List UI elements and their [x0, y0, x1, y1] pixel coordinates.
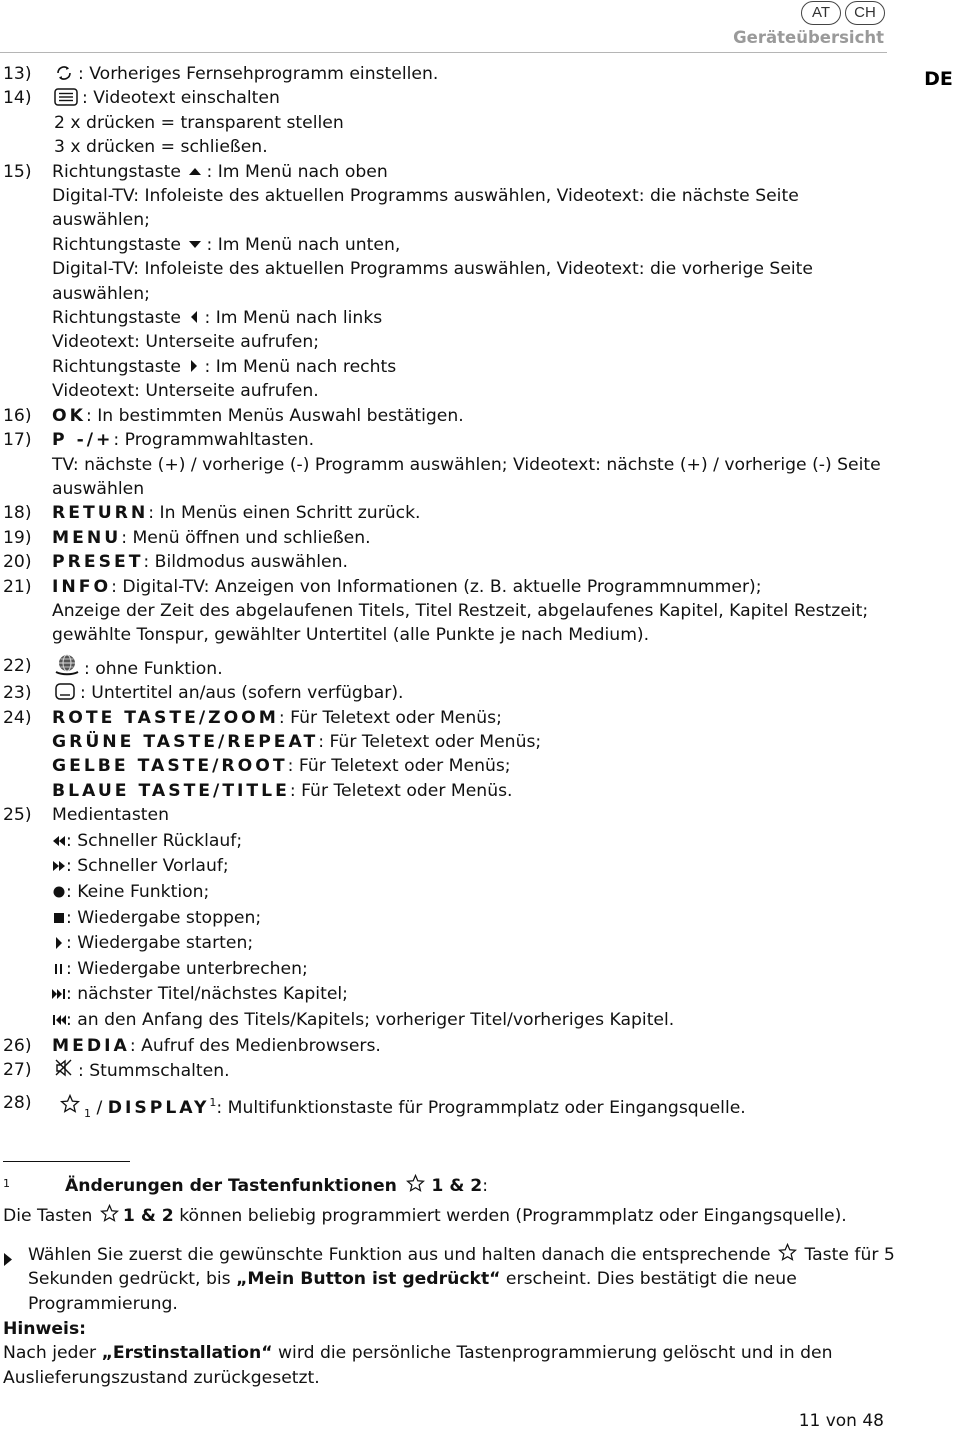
header-divider: [0, 52, 887, 53]
item-text: : Videotext einschalten: [82, 88, 280, 109]
item-text: : Multifunktionstaste für Programmplatz oder Eingangsquelle.: [216, 1098, 746, 1119]
footnote-text: Die Tasten: [3, 1206, 93, 1226]
key-name-green: GRÜNE TASTE/REPEAT: [52, 731, 319, 752]
item-number: 19): [3, 527, 32, 548]
item-text: : Für Teletext oder Menüs.: [289, 780, 513, 801]
footnote-paragraph: [3, 1204, 893, 1228]
item-detail: 3 x drücken = schließen.: [54, 137, 268, 158]
arrow-left-icon: [188, 310, 200, 324]
item-number: 22): [3, 655, 32, 676]
list-item-22: [3, 654, 893, 681]
hint-block: [3, 1317, 893, 1390]
list-item-13: [3, 62, 893, 86]
list-item-19: [3, 526, 893, 550]
step-text: erscheint. Dies bestätigt die neue Programmierung.: [28, 1269, 797, 1314]
item-text: : Schneller Vorlauf;: [66, 856, 229, 877]
list-item-28: [3, 1091, 893, 1126]
footnote-divider: [3, 1161, 130, 1162]
item-text: : Bildmodus auswählen.: [143, 552, 348, 573]
item-number: 24): [3, 707, 32, 728]
item-text: : nächster Titel/nächstes Kapitel;: [66, 984, 348, 1005]
list-item-27: [3, 1058, 893, 1083]
key-name: DISPLAY: [107, 1098, 210, 1119]
mute-icon: [54, 1058, 74, 1078]
footnote-title: Änderungen der Tastenfunktionen: [65, 1176, 397, 1196]
step-text: Taste für 5 Sekunden gedrückt, bis: [28, 1245, 895, 1290]
key-name-red: ROTE TASTE/ZOOM: [52, 707, 279, 728]
item-number: 20): [3, 552, 32, 573]
footnote-text: können beliebig programmiert werden (Programmplatz oder Eingangsquelle).: [179, 1206, 847, 1226]
item-text: : ohne Funktion.: [84, 658, 223, 679]
key-name: RETURN: [52, 503, 149, 524]
item-text: : Wiedergabe stoppen;: [66, 907, 262, 928]
bullet-arrow-icon: [3, 1249, 13, 1273]
item-detail: Videotext: Unterseite aufrufen.: [52, 381, 319, 402]
hint-text: [3, 1341, 893, 1390]
list-item-14: [3, 86, 893, 159]
item-number: 15): [3, 161, 32, 182]
list-item-20: [3, 550, 893, 574]
item-text: : Schneller Rücklauf;: [66, 830, 243, 851]
list-item-17: [3, 428, 893, 501]
item-number: 14): [3, 88, 32, 109]
hint-text-part: Nach jeder: [3, 1343, 102, 1364]
separator: /: [91, 1098, 108, 1119]
item-text: : Stummschalten.: [78, 1060, 230, 1081]
footnote-heading: [3, 1174, 893, 1198]
item-text: : Im Menü nach rechts: [204, 356, 397, 377]
key-name: OK: [52, 405, 86, 426]
page-header-title: Geräteübersicht: [733, 28, 884, 47]
key-name-blue: BLAUE TASTE/TITLE: [52, 780, 290, 801]
item-text: : Untertitel an/aus (sofern verfügbar).: [80, 683, 404, 704]
item-number: 27): [3, 1059, 32, 1080]
item-text: : Programmwahltasten.: [113, 430, 315, 451]
step-text: Wählen Sie zuerst die gewünschte Funktion aus und halten danach die entsprechende: [28, 1245, 771, 1265]
country-badge-at: AT: [801, 1, 841, 25]
footnote-step: [3, 1243, 896, 1316]
item-text: : Im Menü nach links: [204, 308, 383, 329]
item-text: : Digital-TV: Anzeigen von Informationen (z. B. aktuelle Programmnummer);: [111, 576, 762, 597]
hint-title: Hinweis:: [3, 1319, 87, 1339]
list-item-15: [3, 160, 893, 404]
star-icon: [100, 1204, 119, 1223]
item-text: : Wiedergabe starten;: [66, 933, 254, 954]
item-detail: 2 x drücken = transparent stellen: [54, 112, 344, 133]
item-number: 25): [3, 805, 32, 826]
item-number: 28): [3, 1093, 32, 1114]
footnote-number: 1: [3, 1177, 10, 1190]
item-detail: Digital-TV: Infoleiste des aktuellen Programms auswählen, Videotext: die nächste Seite auswählen;: [52, 186, 799, 231]
item-text: : Für Teletext oder Menüs;: [278, 707, 502, 728]
subtitle-icon: [54, 683, 76, 701]
item-text: : Menü öffnen und schließen.: [121, 527, 371, 548]
direction-label: Richtungstaste: [52, 308, 181, 329]
item-number: 26): [3, 1035, 32, 1056]
star-icon: [778, 1243, 797, 1262]
item-detail: Digital-TV: Infoleiste des aktuellen Programms auswählen, Videotext: die vorherige Seite auswählen;: [52, 259, 813, 304]
arrow-up-icon: [188, 165, 202, 177]
item-text: : Wiedergabe unterbrechen;: [66, 958, 308, 979]
item-text: : an den Anfang des Titels/Kapitels; vorheriger Titel/vorheriges Kapitel.: [66, 1009, 675, 1030]
button-list: [3, 62, 893, 1127]
list-item-23: [3, 681, 893, 705]
key-name: MEDIA: [52, 1035, 130, 1056]
teletext-icon: [54, 88, 78, 106]
list-item-18: [3, 501, 893, 525]
item-number: 23): [3, 683, 32, 704]
list-item-24: [3, 706, 893, 804]
hint-text-part: wird die persönliche Tastenprogrammierung gelöscht und in den Auslieferungszustand zurückgesetzt.: [3, 1343, 833, 1388]
direction-label: Richtungstaste: [52, 356, 181, 377]
arrow-right-icon: [188, 359, 200, 373]
recall-icon: [54, 64, 74, 82]
direction-label: Richtungstaste: [52, 234, 181, 255]
item-detail: Anzeige der Zeit des abgelaufenen Titels, Titel Restzeit, abgelaufenes Kapitel, Kapitel Restzeit; gewählte Tonspur, gewählter Untertitel (alle Punkte je nach Medium).: [52, 600, 869, 646]
footnote-ref: 1: [209, 1096, 217, 1110]
footnote-keys: 1 & 2: [122, 1206, 174, 1226]
item-number: 18): [3, 503, 32, 524]
list-item-25: [3, 803, 893, 1033]
item-text: : Im Menü nach oben: [206, 161, 388, 182]
key-name-yellow: GELBE TASTE/ROOT: [52, 756, 288, 777]
item-detail: Videotext: Unterseite aufrufen;: [52, 332, 320, 353]
footnote-title-colon: :: [482, 1176, 489, 1196]
list-item-26: [3, 1034, 893, 1058]
key-name: MENU: [52, 527, 122, 548]
item-number: 16): [3, 405, 32, 426]
item-text: : In Menüs einen Schritt zurück.: [148, 503, 421, 524]
step-quote: „Mein Button ist gedrückt“: [236, 1269, 501, 1290]
star-icon: [406, 1174, 425, 1193]
star-icon: [60, 1094, 80, 1114]
list-item-16: [3, 404, 893, 428]
language-tab: DE: [917, 60, 960, 98]
page-number: 11 von 48: [798, 1411, 884, 1431]
item-text: : Vorheriges Fernsehprogramm einstellen.: [78, 64, 439, 84]
item-detail: TV: nächste (+) / vorherige (-) Programm auswählen; Videotext: nächste (+) / vorherige (-) Seite auswählen: [52, 454, 881, 499]
footnote-title-keys: 1 & 2: [431, 1176, 483, 1196]
item-text: : Im Menü nach unten,: [206, 234, 401, 255]
item-text: : Aufruf des Medienbrowsers.: [129, 1035, 381, 1056]
item-text: : In bestimmten Menüs Auswahl bestätigen.: [85, 405, 464, 426]
key-name: P -/+: [52, 430, 114, 451]
arrow-down-icon: [188, 238, 202, 250]
key-index: 1: [84, 1107, 91, 1121]
key-name: PRESET: [52, 552, 144, 573]
key-name: INFO: [52, 576, 112, 597]
section-title: Medientasten: [52, 805, 169, 826]
list-item-21: [3, 575, 893, 648]
item-text: : Für Teletext oder Menüs;: [318, 731, 542, 752]
country-badge-ch: CH: [845, 1, 885, 25]
item-number: 17): [3, 430, 32, 451]
item-number: 13): [3, 64, 32, 84]
item-text: : Für Teletext oder Menüs;: [287, 756, 511, 777]
globe-icon: [54, 654, 80, 676]
hint-quote: „Erstinstallation“: [101, 1343, 273, 1364]
item-number: 21): [3, 576, 32, 597]
direction-label: Richtungstaste: [52, 161, 181, 182]
item-text: : Keine Funktion;: [66, 881, 210, 902]
